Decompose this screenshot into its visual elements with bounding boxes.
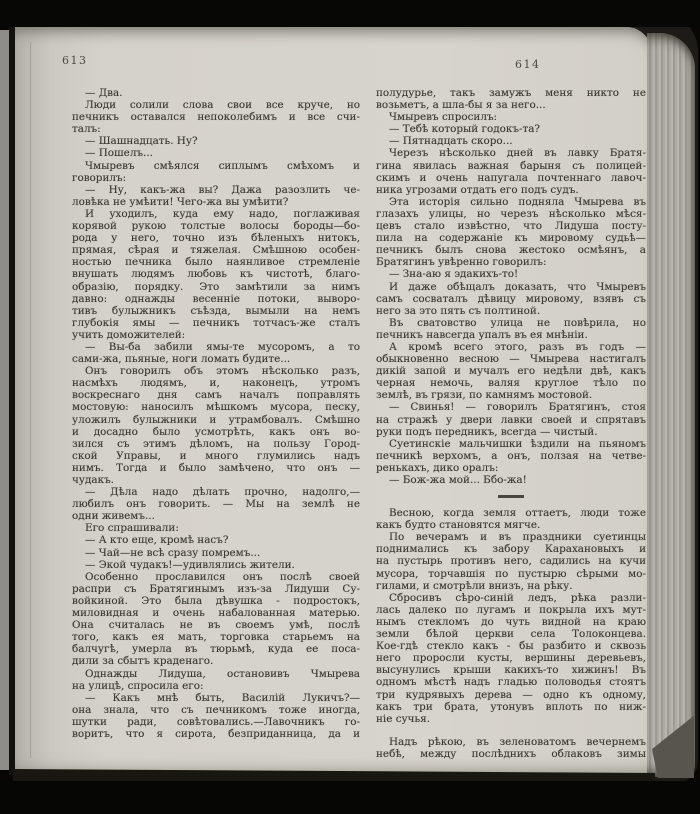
text-line: пила на содержаніе къ мировому судьѣ— xyxy=(376,232,646,245)
text-line: учить доможителей: xyxy=(72,328,186,341)
text-line: одни живемъ... xyxy=(72,510,155,523)
text-line: чудакъ. xyxy=(72,474,114,486)
text-line: земли бѣлой церкви села Толоконцева. xyxy=(376,628,646,641)
text-line: обыкновенно весною — Чмырева настигалъ xyxy=(376,353,646,366)
text-line: сами-жа, пьяные, ноги ломать будите... xyxy=(72,353,291,366)
text-line: Чмыревъ смѣялся сиплымъ смѣхомъ и xyxy=(85,159,360,172)
text-line: высунулись крыши какихъ-то хижинъ! Въ xyxy=(376,664,646,677)
text-line: Эта исторія сильно подняла Чмырева въ xyxy=(389,195,646,208)
text-line: ренькахъ, дико оралъ: xyxy=(376,461,499,474)
text-line: цевъ стало извѣстно, что Лидуша посту- xyxy=(376,220,646,233)
text-line: на пустырь противъ него, садились на кучи xyxy=(376,555,646,568)
text-line: — Тебѣ который годокъ-та? xyxy=(389,123,540,136)
text-line: Особенно прославился онъ послѣ своей xyxy=(85,570,360,583)
text-line: него проросли кусты, вершины деревьевъ, xyxy=(376,652,646,665)
text-line: самъ сосваталъ дѣвицу мировому, взявъ съ xyxy=(376,292,646,305)
text-line: миловидная и очень набалованная матерью. xyxy=(72,607,360,620)
adjacent-page-edge xyxy=(0,30,9,770)
text-line: образію, порядку. Это замѣтили за нимъ xyxy=(72,280,360,293)
text-line: нымъ стекломъ до чуть видной на краю xyxy=(376,615,646,628)
text-line: насмѣхъ людямъ, и, наконецъ, утромъ xyxy=(72,377,360,390)
text-line: лась далеко по лугамъ и покрыла ихъ мут- xyxy=(376,603,646,616)
text-line: балчугѣ, умерла въ тюрьмѣ, куда ее поса- xyxy=(72,643,360,656)
text-line: По вечерамъ и въ праздники суетинцы xyxy=(389,531,646,544)
text-line: ностью печника было наянливое стремленіе xyxy=(72,256,360,269)
text-line: печникъ оставался непоколебимъ и все счи- xyxy=(72,111,360,124)
text-line: дикій запой и мучалъ его недѣли двѣ, какъ xyxy=(376,365,646,378)
text-line: зился съ этимъ дѣломъ, на пользу Город- xyxy=(72,437,360,450)
page-number-614: 614 xyxy=(515,58,541,71)
text-line: нимъ. Тогда и было замѣчено, что онъ — xyxy=(72,461,360,474)
text-line: Чмыревъ спросилъ: xyxy=(389,111,498,124)
text-line: Кое-гдѣ стекло какъ - бы разбито и сквозь xyxy=(376,640,646,653)
text-line: — А кто еще, кромѣ насъ? xyxy=(85,534,229,547)
text-line: землѣ, въ грязи, по камнямъ мостовой. xyxy=(376,389,593,402)
text-line: ской Управы, и много глумились надъ xyxy=(72,449,360,462)
paragraph-gap xyxy=(376,725,646,736)
text-line: глазахъ улицы, но черезъ нѣсколько мѣся- xyxy=(376,207,646,220)
text-line: гина явилась важная барыня съ полицей- xyxy=(376,159,646,172)
text-line: ловѣка не умѣити! Чего-жа вы умѣити? xyxy=(72,195,289,208)
text-line: небѣ, между послѣднихъ облаковъ зимы xyxy=(376,747,646,760)
text-line: И даже обѣщалъ доказать, что Чмыревъ xyxy=(389,280,646,293)
text-line: — Пошелъ... xyxy=(85,147,153,160)
text-line: Люди солили слова свои все круче, но xyxy=(85,99,360,112)
text-line: Черезъ нѣсколько дней въ лавку Братя- xyxy=(389,147,646,160)
text-line: Онъ говорилъ объ этомъ нѣсколько разъ, xyxy=(85,365,360,378)
text-line: шутки ради, совѣтовались.—Лавочникъ го- xyxy=(72,715,360,728)
text-line: дили за сбытъ краденаго. xyxy=(72,655,214,668)
text-line: Въ сватовство улица не повѣрила, но xyxy=(389,316,646,329)
text-line: давно: однажды весенніе потоки, выворо- xyxy=(72,292,360,305)
text-line: черная немочь, валяя круглое тѣло по xyxy=(376,377,646,390)
text-line: — Ну, какъ-жа вы? Дажа разозлить че- xyxy=(85,183,360,196)
text-line: И уходилъ, куда ему надо, поглаживая xyxy=(85,207,360,220)
text-line: внушать людямъ любовь къ чистотѣ, благо- xyxy=(72,268,360,281)
text-line: — Какъ мнѣ быть, Василій Лукичъ?— xyxy=(85,691,360,704)
text-line: рода у него, точно изъ бѣленыхъ нитокъ, xyxy=(72,232,360,245)
text-line: одномъ мѣстѣ надъ гладью половодья стоятъ xyxy=(376,676,646,689)
text-line: — Зна-аю я эдакихъ-то! xyxy=(389,268,519,281)
section-divider xyxy=(376,486,646,507)
text-line: прямая, сѣрая и тяжелая. Смѣшною особен- xyxy=(72,244,360,257)
text-line: Однажды Лидуша, остановивъ Чмырева xyxy=(85,667,360,680)
text-column-614 xyxy=(376,87,646,760)
text-line: тивъ булыжникъ съѣзда, вымыли на немъ xyxy=(72,304,360,317)
page-number-613: 613 xyxy=(62,54,88,67)
text-line: Суетинскіе мальчишки ѣздили на пьяномъ xyxy=(389,437,646,450)
text-line: уложилъ булыжники и утрамбовалъ. Смѣшно xyxy=(72,413,360,426)
text-line: на стражѣ у двери лавки своей и спрятавъ xyxy=(376,413,646,426)
text-line: — Дѣла надо дѣлать прочно, надолго,— xyxy=(85,486,360,499)
text-line: воритъ, что я сирота, безприданница, да и xyxy=(72,727,360,740)
text-line: скимъ и очень напугала почтеннаго лавоч- xyxy=(376,171,646,184)
text-line: распри съ Братягинымъ изъ-за Лидуши Су- xyxy=(72,582,360,595)
text-line: Братягинъ увѣренно говорилъ: xyxy=(376,256,547,269)
text-line: Весною, когда земля оттаетъ, люди тоже xyxy=(389,507,646,520)
background-bottom xyxy=(0,781,700,814)
text-line: — Два. xyxy=(85,87,123,99)
text-line: и досадно было усмотрѣть, какъ онъ во- xyxy=(72,425,360,438)
text-line: войкиной. Это была дѣвушка - подростокъ, xyxy=(72,594,360,607)
text-line: полудурье, такъ замужъ меня никто не xyxy=(376,87,646,99)
fore-edge-page-stack xyxy=(647,33,695,777)
text-line: Сбросивъ сѣро-синій ледъ, рѣка разли- xyxy=(389,591,646,604)
text-line: — Бож-жа мой... Ббо-жа! xyxy=(389,474,527,486)
text-line: говорилъ: xyxy=(72,171,127,184)
text-line: печникъ былъ снова жестоко осмѣянъ, а xyxy=(376,244,646,257)
text-line: три кудрявыхъ дерева — одно къ одному, xyxy=(376,688,646,701)
text-line: мостовую: наносилъ мѣшкомъ мусора, песку, xyxy=(72,401,360,414)
text-line: талъ: xyxy=(72,123,101,136)
text-line: на улицѣ, спросила его: xyxy=(72,679,204,692)
binding-crease xyxy=(30,42,31,758)
text-line: воскреснаго дня самъ началъ поправлять xyxy=(72,389,360,402)
text-line: глубокія ямы — печникъ тотчасъ-же сталъ xyxy=(72,316,360,329)
text-line: Надъ рѣкою, въ зеленоватомъ вечернемъ xyxy=(389,735,646,748)
text-line: Его спрашивали: xyxy=(85,522,179,535)
text-line: какъ три брата, утонувъ вплоть по ниж- xyxy=(376,700,646,713)
text-line: мусора, торчавшія по пустырю сѣрыми мо- xyxy=(376,567,646,580)
text-line: — Пятнадцать скоро... xyxy=(389,135,513,148)
background-top xyxy=(0,0,700,27)
divider-line xyxy=(498,495,524,498)
text-line: любилъ онъ говорить. — Мы на землѣ не xyxy=(72,498,360,511)
text-line: него за это пять съ полтиной. xyxy=(376,304,541,317)
text-line: печникѣ верхомъ, а онъ, ползая на четве- xyxy=(376,449,646,462)
text-line: А кромѣ всего этого, разъ въ годъ — xyxy=(389,340,646,353)
text-line: руки подъ передникъ, всегда — чистый. xyxy=(376,425,598,438)
text-line: — Экой чудакъ!—удивлялись жители. xyxy=(85,558,295,571)
text-line: — Чай—не всѣ сразу помремъ... xyxy=(85,546,261,559)
text-line: корявой рукою толстые волосы бороды—бо- xyxy=(72,220,360,233)
text-line: гилами, и смотрѣли внизъ, на рѣку. xyxy=(376,579,573,592)
text-line: она знала, что съ печникомъ тоже иногда, xyxy=(72,703,360,716)
text-line: — Вы-ба забили ямы-те мусоромъ, а то xyxy=(85,340,360,353)
text-line: Она считалась не въ своемъ умѣ, послѣ xyxy=(72,619,360,632)
text-line: того, какъ ея мать, торговка старьемъ на xyxy=(72,631,360,644)
text-line: — Свинья! — говорилъ Братягинъ, стоя xyxy=(389,401,646,414)
text-line: печникъ навсегда упалъ въ ея мнѣніи. xyxy=(376,328,588,341)
text-line: ніе сучья. xyxy=(376,712,431,725)
text-line: — Шашнадцать. Ну? xyxy=(85,135,198,148)
text-column-613 xyxy=(72,87,360,740)
text-line: возьметъ, а шла-бы я за него... xyxy=(376,99,546,112)
text-line: поднимались къ забору Карахановыхъ и xyxy=(376,543,646,556)
text-line: какъ будто становятся мягче. xyxy=(376,519,541,532)
text-line: ника угрозами отдать его подъ судъ. xyxy=(376,183,579,196)
